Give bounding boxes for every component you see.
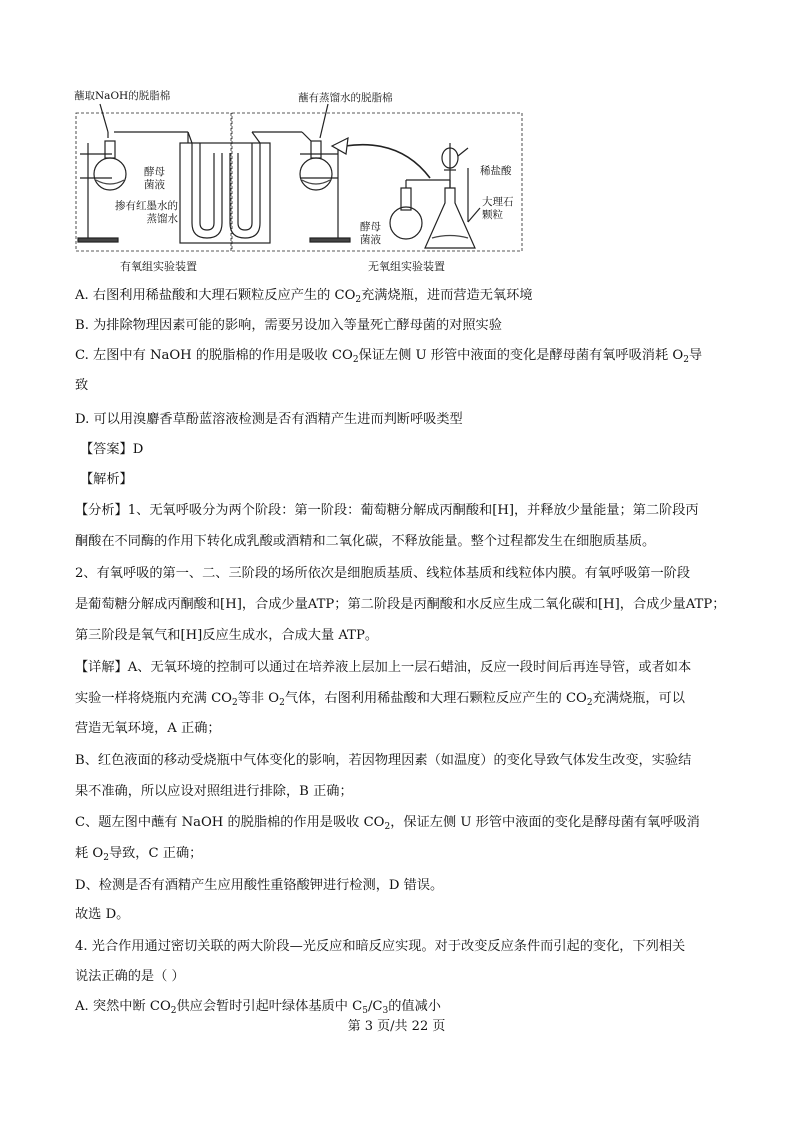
label-red-ink: 掺有红墨水的蒸馏水 [115,200,178,225]
option-b: B. 为排除物理因素可能的影响，需要另设加入等量死亡酵母菌的对照实验 [75,318,502,333]
option-c: C. 左图中有 NaOH 的脱脂棉的作用是吸收 $CO_2$保证左侧 U 形管中液面的变化是酵母菌有氧呼吸消耗 $O_2$导 [75,348,703,365]
apparatus-drawing [70,88,530,278]
analysis-p2-line2: 是葡萄糖分解成丙酮酸和[H]，合成少量ATP；第二阶段是丙酮酸和水反应生成二氧化碳和[H]，合成少量ATP； [75,597,726,612]
detail-line8: D、检测是否有酒精产生应用酸性重铬酸钾进行检测，D 错误。 [75,878,444,893]
analysis-heading: 【解析】 [80,472,133,487]
analysis-p2-line1: 2、有氧呼吸的第一、二、三阶段的场所依次是细胞质基质、线粒体基质和线粒体内膜。有氧呼吸第一阶段 [75,566,691,581]
detail-line2: 实验一样将烧瓶内充满 $CO_2$等非 $O_2$气体，右图利用稀盐酸和大理石颗粒反应产生的 $CO_2$充满烧瓶，可以 [75,691,685,708]
label-hcl: 稀盐酸 [480,165,512,177]
question4-line2: 说法正确的是（ ） [75,969,185,984]
analysis-p1-line1: 【分析】1、无氧呼吸分为两个阶段：第一阶段：葡萄糖分解成丙酮酸和[H]，并释放少量能量；第二阶段丙 [75,503,699,518]
label-yeast-right: 酵母菌液 [360,221,381,246]
label-yeast-left: 酵母菌液 [144,166,165,191]
question4-option-a: A. 突然中断 $CO_2$供应会暂时引起叶绿体基质中 $C_5/C_3$的值减小 [75,999,441,1016]
page-footer: 第 3 页/共 22 页 [347,1019,446,1034]
detail-line3: 营造无氧环境，A 正确； [75,721,221,736]
label-naoh-cotton: 蘸取NaOH的脱脂棉 [74,90,171,102]
option-d: D. 可以用溴麝香草酚蓝溶液检测是否有酒精产生进而判断呼吸类型 [75,412,463,427]
caption-aerobic: 有氧组实验装置 [120,260,197,273]
question4-line1: 4. 光合作用通过密切关联的两大阶段—光反应和暗反应实现。对于改变反应条件而引起的变化，下列相关 [75,939,686,954]
detail-line4: B、红色液面的移动受烧瓶中气体变化的影响，若因物理因素（如温度）的变化导致气体发生改变，实验结 [75,753,692,768]
answer: 【答案】D [80,442,144,457]
detail-line7: 耗 $O_2$导致，C 正确； [75,846,203,863]
label-water-cotton: 蘸有蒸馏水的脱脂棉 [298,92,393,104]
detail-line1: 【详解】A、无氧环境的控制可以通过在培养液上层加上一层石蜡油，反应一段时间后再连导管，或者如本 [75,660,692,675]
label-marble: 大理石颗粒 [482,196,514,221]
option-a: A. 右图利用稀盐酸和大理石颗粒反应产生的 $CO_2$充满烧瓶，进而营造无氧环境 [75,288,533,305]
analysis-p2-line3: 第三阶段是氧气和[H]反应生成水，合成大量 ATP。 [75,628,379,643]
apparatus-figure [70,88,530,278]
detail-line9: 故选 D。 [75,907,130,922]
detail-line6: C、题左图中蘸有 NaOH 的脱脂棉的作用是吸收 $CO_2$，保证左侧 U 形管中液面的变化是酵母菌有氧呼吸消 [75,815,700,832]
caption-anaerobic: 无氧组实验装置 [368,260,445,273]
detail-line5: 果不准确，所以应设对照组进行排除，B 正确； [75,784,353,799]
option-c-cont: 致 [75,378,89,393]
analysis-p1-line2: 酮酸在不同酶的作用下转化成乳酸或酒精和二氧化碳，不释放能量。整个过程都发生在细胞质基质。 [75,534,656,549]
